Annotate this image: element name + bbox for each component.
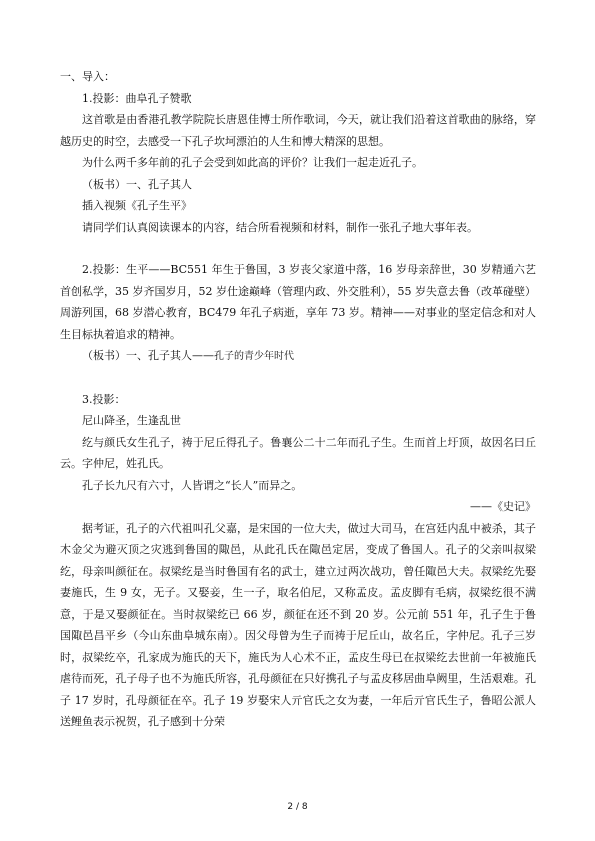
blackboard-note-1: （板书）一、孔子其人 xyxy=(82,177,192,191)
video-note: 插入视频《孔子生平》 xyxy=(82,199,192,212)
item-3-title: 尼山降圣，生逢乱世 xyxy=(82,414,181,427)
item-3-label: 3.投影： xyxy=(82,392,126,406)
quote-source: ——《史记》 xyxy=(470,500,536,513)
page-content xyxy=(60,66,536,733)
page-number: 2 / 8 xyxy=(287,802,308,812)
task-note: 请同学们认真阅读课本的内容，结合所看视频和材料，制作一张孔子地大事年表。 xyxy=(82,220,478,234)
item-1-question: 为什么两千多年前的孔子会受到如此高的评价？让我们一起走近孔子。 xyxy=(82,156,423,169)
item-3-quote-2: 孔子长九尺有六寸，人皆谓之“长人”而异之。 xyxy=(82,478,303,492)
spacer xyxy=(60,238,536,259)
biography-paragraph: 据考证，孔子的六代祖叫孔父嘉，是宋国的一位大夫，做过大司马，在宫廷内乱中被杀，其子木金父为避灭顶之灾逃到鲁国的陬邑，从此孔氏在陬邑定居，变成了鲁国人。孔子的父亲叫叔梁纥，母亲叫颜征在。叔梁纥是当时鲁国有名的武士，建立过两次战功，曾任陬邑大夫。叔梁纥先娶妻施氏，生 9 女，无子。又娶妾，生一子，取名伯尼，又称孟皮。孟皮脚有毛病，叔梁纥很不满意，于是又娶颜征在。当时叔梁纥已 66 岁，颜征在还不到 20 岁。公元前 551 年，孔子生于鲁国陬邑昌平乡（今山东曲阜城东南）。因父母曾为生子而祷于尼丘山，故名丘，字仲尼。孔子三岁时，叔梁纥卒，孔家成为施氏的天下，施氏为人心术不正，孟皮生母已在叔梁纥去世前一年被施氏虐待而死，孔子母子也不为施氏所容，孔母颜征在只好携孔子与孟皮移居曲阜阙里，生活艰难。孔子 17 岁时，孔母颜征在卒。孔子 19 岁娶宋人亓官氏之女为妻，一年后亓官氏生子，鲁昭公派人送鲤鱼表示祝贺，孔子感到十分荣 xyxy=(60,521,536,728)
item-2-text: 2.投影：生平——BC551 年生于鲁国，3 岁丧父家道中落，16 岁母亲辞世，30 岁精通六艺首创私学，35 岁齐国岁月，52 岁仕途巅峰（管理内政、外交胜利），55 岁失意去鲁（改革碰壁）周游列国，68 岁潜心教育，BC479 年孔子病逝，享年 73 岁。精神——对事业的坚定信念和对人生目标执着追求的精神。 xyxy=(60,263,536,341)
blackboard-note-2-main: （板书）一、孔子其人—— xyxy=(82,349,214,362)
blackboard-note-2-sub: 孔子的青少年时代 xyxy=(214,351,294,362)
spacer xyxy=(60,368,536,389)
blackboard-note-2 xyxy=(60,345,536,368)
item-3-quote-1: 纥与颜氏女生孔子，祷于尼丘得孔子。鲁襄公二十二年而孔子生。生而首上圩顶，故因名曰丘云。字仲尼，姓孔氏。 xyxy=(60,435,536,470)
section-heading: 一、导入： xyxy=(60,70,115,83)
item-1-label: 1.投影：曲阜孔子赞歌 xyxy=(82,91,192,105)
item-1-text: 这首歌是由香港孔教学院院长唐恩佳博士所作歌词，今天，就让我们沿着这首歌曲的脉络，穿越历史的时空，去感受一下孔子坎坷漂泊的人生和博大精深的思想。 xyxy=(60,113,536,148)
